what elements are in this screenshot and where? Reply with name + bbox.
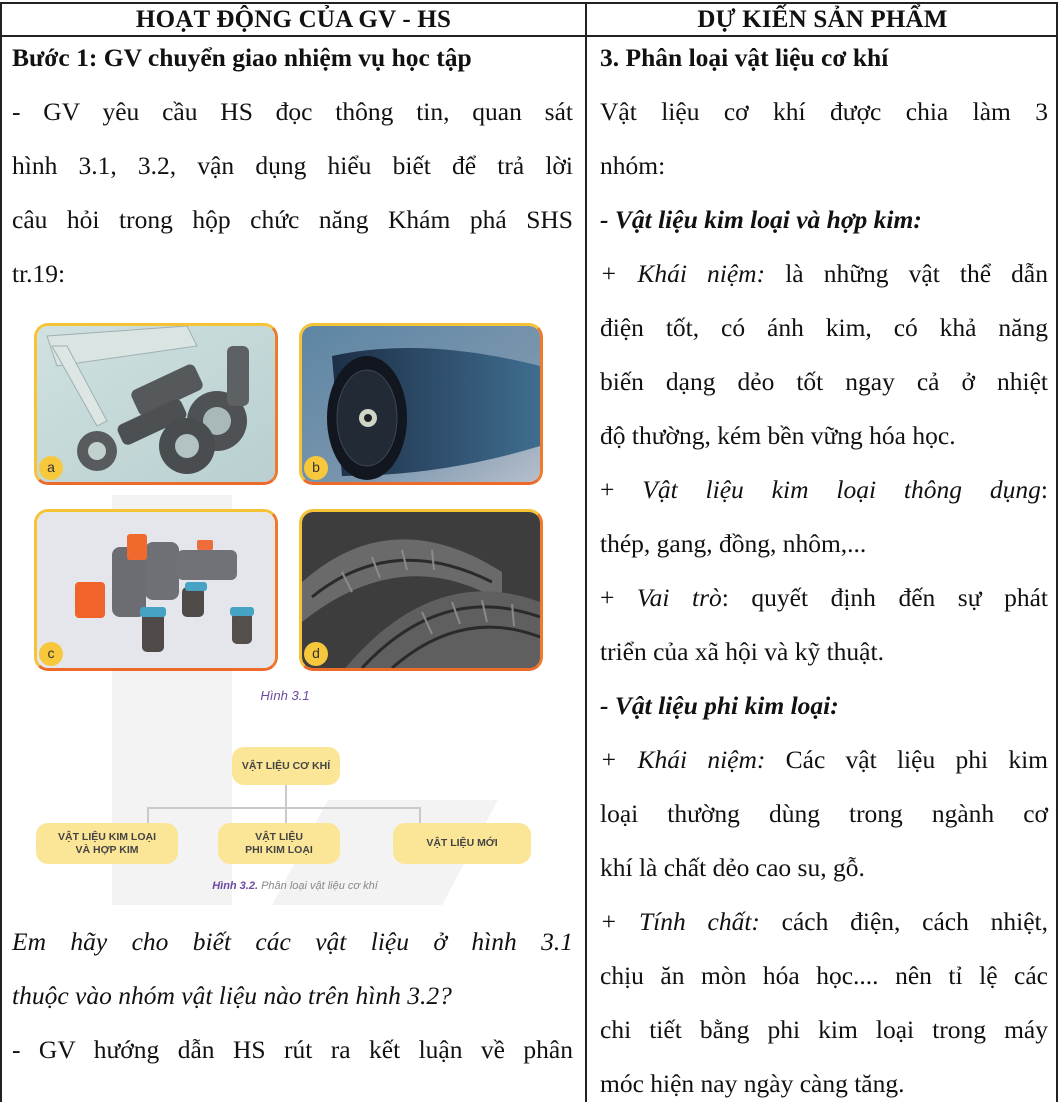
diagram-connector bbox=[285, 807, 287, 823]
figure-3-2-caption-text: Phân loại vật liệu cơ khí bbox=[258, 880, 378, 892]
left-text-line: tr.19: bbox=[12, 259, 66, 288]
column-divider bbox=[585, 2, 587, 1102]
right-text-line: độ thường, kém bền vững hóa học. bbox=[600, 421, 956, 450]
group-title-nonmetal: - Vật liệu phi kim loại: bbox=[600, 691, 839, 720]
diagram-root-label: VẬT LIỆU CƠ KHÍ bbox=[241, 759, 331, 772]
role-text: : quyết định đến sự phát bbox=[721, 583, 1048, 612]
right-text-line bbox=[600, 475, 1048, 505]
diagram-root-box bbox=[232, 747, 340, 785]
diagram-box-nonmetal bbox=[218, 823, 340, 864]
diagram-connector bbox=[285, 785, 287, 807]
colon: : bbox=[1040, 475, 1048, 504]
figure-panel-b bbox=[299, 323, 543, 485]
property-label: + Tính chất: bbox=[600, 907, 760, 936]
panel-label-a: a bbox=[39, 456, 63, 480]
right-text-line: thép, gang, đồng, nhôm,... bbox=[600, 529, 867, 558]
diagram-box-label: VẬT LIỆU MỚI bbox=[426, 837, 498, 849]
right-text-line: triển của xã hội và kỹ thuật. bbox=[600, 637, 884, 666]
concept-label: + Khái niệm: bbox=[600, 259, 766, 288]
plus-marker: + bbox=[600, 475, 643, 504]
diagram-connector bbox=[147, 807, 421, 809]
step-title: Bước 1: GV chuyển giao nhiệm vụ học tập bbox=[12, 43, 472, 72]
concept-text: Các vật liệu phi kim bbox=[765, 745, 1048, 774]
right-text-line: chịu ăn mòn hóa học.... nên tỉ lệ các bbox=[600, 961, 1048, 990]
group-title-metal: - Vật liệu kim loại và hợp kim: bbox=[600, 205, 922, 234]
role-label: Vai trò bbox=[636, 583, 722, 612]
left-text-line: hình 3.1, 3.2, vận dụng hiểu biết để trả lời bbox=[12, 151, 573, 180]
right-text-line bbox=[600, 259, 1048, 289]
diagram-box-label: VÀ HỢP KIM bbox=[75, 843, 139, 856]
figure-3-2-caption bbox=[170, 880, 420, 892]
right-text-line: Vật liệu cơ khí được chia làm 3 bbox=[600, 97, 1048, 126]
right-text-line: móc hiện nay ngày càng tăng. bbox=[600, 1069, 905, 1098]
common-metals-label: Vật liệu kim loại thông dụng bbox=[642, 475, 1041, 504]
jet-engine-image bbox=[302, 326, 540, 482]
right-text-line: biến dạng dẻo tốt ngay cả ở nhiệt bbox=[600, 367, 1048, 396]
right-text-line: nhóm: bbox=[600, 151, 666, 180]
right-text-line bbox=[600, 745, 1048, 775]
left-text-line: - GV hướng dẫn HS rút ra kết luận về phân bbox=[12, 1035, 573, 1064]
concept-text: là những vật thể dẫn bbox=[765, 259, 1048, 288]
diagram-connector bbox=[419, 807, 421, 823]
concept-label: + Khái niệm: bbox=[600, 745, 766, 774]
right-text-line: chi tiết bằng phi kim loại trong máy bbox=[600, 1015, 1048, 1044]
header-teacher-student-activity: HOẠT ĐỘNG CỦA GV - HS bbox=[135, 6, 452, 33]
question-line: Em hãy cho biết các vật liệu ở hình 3.1 bbox=[12, 927, 573, 956]
plastic-valves-image bbox=[37, 512, 275, 668]
right-text-line bbox=[600, 907, 1048, 937]
diagram-connector bbox=[147, 807, 149, 823]
right-text-line: khí là chất dẻo cao su, gỗ. bbox=[600, 853, 865, 882]
right-text-line: loại thường dùng trong ngành cơ bbox=[600, 799, 1048, 828]
panel-label-d: d bbox=[304, 642, 328, 666]
left-text-line: - GV yêu cầu HS đọc thông tin, quan sát bbox=[12, 97, 573, 126]
right-text-line: điện tốt, có ánh kim, có khả năng bbox=[600, 313, 1048, 342]
section-title: 3. Phân loại vật liệu cơ khí bbox=[600, 43, 889, 72]
header-expected-product: DỰ KIẾN SẢN PHẨM bbox=[697, 6, 948, 33]
figure-3-1-caption: Hình 3.1 bbox=[260, 688, 310, 703]
diagram-box-metal-alloy bbox=[36, 823, 178, 864]
diagram-box-new-material bbox=[393, 823, 531, 864]
diagram-box-label: VẬT LIỆU bbox=[255, 830, 303, 843]
gears-image bbox=[37, 326, 275, 482]
figure-panel-c bbox=[34, 509, 278, 671]
tires-image bbox=[302, 512, 540, 668]
figure-panel-d bbox=[299, 509, 543, 671]
panel-label-c: c bbox=[39, 642, 63, 666]
left-text-line: câu hỏi trong hộp chức năng Khám phá SHS bbox=[12, 205, 573, 234]
right-text-line bbox=[600, 583, 1048, 613]
plus-marker: + bbox=[600, 583, 637, 612]
figure-panel-a bbox=[34, 323, 278, 485]
panel-label-b: b bbox=[304, 456, 328, 480]
diagram-box-label: VẬT LIỆU KIM LOẠI bbox=[58, 830, 156, 843]
diagram-box-label: PHI KIM LOẠI bbox=[245, 843, 313, 856]
figure-3-2-caption-number: Hình 3.2. bbox=[212, 880, 259, 892]
question-line: thuộc vào nhóm vật liệu nào trên hình 3.2? bbox=[12, 981, 452, 1010]
property-text: cách điện, cách nhiệt, bbox=[759, 907, 1048, 936]
